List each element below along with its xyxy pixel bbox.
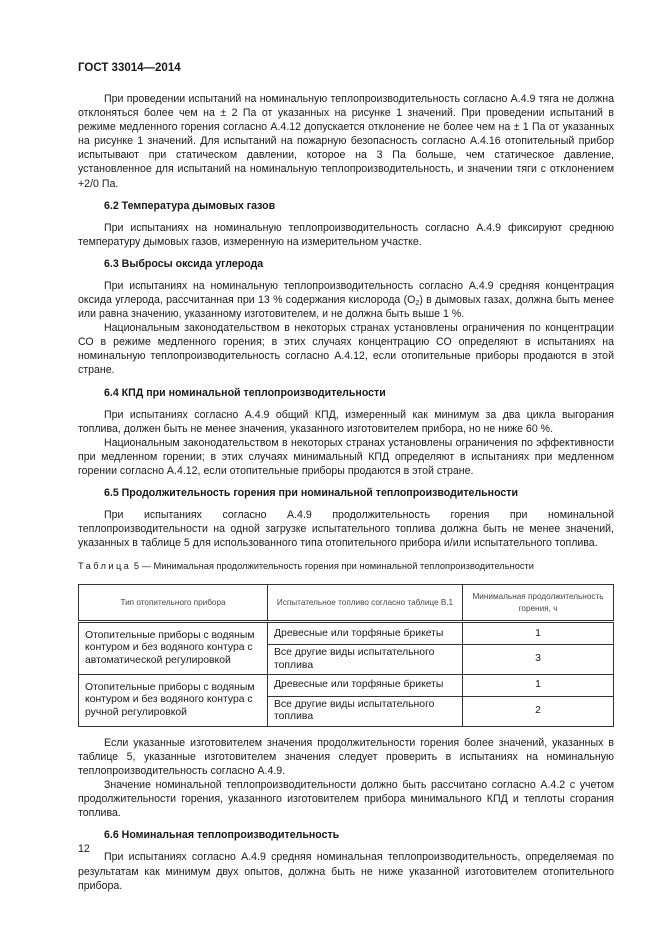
page-number: 12: [78, 843, 90, 855]
fuel-cell: Древесные или торфяные брикеты: [268, 675, 463, 697]
fuel-cell: Все другие виды испытательного топлива: [268, 697, 463, 727]
table-row: [79, 622, 614, 645]
fuel-cell: Все другие виды испытательного топлива: [268, 645, 463, 675]
section-6-3-paragraph-1: При испытаниях на номинальную теплопроизводительность согласно А.4.9 средняя концентрация оксида углерода, рассчитанная при 13 % содержания кислорода $(O_2)$ в дымовых газах, должна быть менее или равна значению, указанному изготовителем, и не должна быть выше 1 %.: [78, 279, 614, 321]
section-6-4-paragraph-1: При испытаниях согласно А.4.9 общий КПД, измеренный как минимум за два цикла выгорания топлива, должен быть не менее значения, указанного изготовителем прибора, но не ниже 60 %.: [78, 408, 614, 435]
fuel-cell: Древесные или торфяные брикеты: [268, 622, 463, 645]
document-header: ГОСТ 33014—2014: [78, 62, 181, 74]
section-6-2-paragraph: При испытаниях на номинальную теплопроизводительность согласно А.4.9 фиксируют среднюю температуру дымовых газов, измеренную на измерительном участке.: [78, 221, 614, 248]
section-6-6-heading: 6.6 Номинальная теплопроизводительность: [104, 829, 340, 842]
column-header-hours: Минимальная продолжительность горения, ч: [463, 585, 614, 622]
section-6-6-paragraph: При испытаниях согласно А.4.9 средняя номинальная теплопроизводительность, определяемая по результатам как минимум двух опытов, должна быть не ниже указанной изготовителем отопительного прибора.: [78, 851, 614, 892]
section-6-5-paragraph-3: Значение номинальной теплопроизводительности должно быть рассчитано согласно А.4.2 с учетом продолжительности горения, указанного изготовителем прибора минимального КПД и теплоты сгорания топлива.: [78, 779, 614, 820]
table-5: [78, 584, 614, 727]
column-header-fuel: Испытательное топливо согласно таблице В.1: [268, 585, 463, 622]
section-6-5-paragraph-2: Если указанные изготовителем значения продолжительности горения более значений, указанных в таблице 5, указанные изготовителем значения следует проверить в испытаниях на номинальную теплопроизводительность согласно А.4.9.: [78, 736, 614, 778]
section-6-4-heading: 6.4 КПД при номинальной теплопроизводительности: [104, 386, 386, 399]
table-header-row: [79, 585, 614, 622]
column-header-type: Тип отопительного прибора: [79, 585, 268, 622]
section-6-5-paragraph-1: При испытаниях согласно А.4.9 продолжительность горения при номинальной теплопроизводительности на одной загрузке испытательного топлива должна быть не менее значений, указанных в таблице 5 для использованного типа отопительного прибора и/или испытательного топлива.: [78, 508, 614, 550]
section-6-2-heading: 6.2 Температура дымовых газов: [104, 199, 276, 212]
intro-paragraph: При проведении испытаний на номинальную теплопроизводительность согласно А.4.9 тяга не должна отклоняться более чем на ± 2 Па от указанных на рисунке 1 значений. При проведении испытаний в режиме медленного горения согласно А.4.12 допускается отклонение не более чем на ± 1 Па от указанных на рисунке 1 значений. Для испытаний на пожарную безопасность согласно А.4.16 отопительный прибор испытывают при статическом давлении, которое на 3 Па больше, чем статическое давление, установленное для испытаний на номинальную теплопроизводительность, и значении тяги с отклонением +2/0 Па.: [78, 93, 614, 190]
table-row: [79, 675, 614, 697]
table-5-caption: Таблица 5 — Минимальная продолжительность горения при номинальной теплопроизводительности: [78, 561, 534, 572]
section-6-3-paragraph-2: Национальным законодательством в некоторых странах установлены ограничения по концентрации СО в режиме медленного горения; в этих случаях концентрацию СО определяют в испытаниях на номинальную теплопроизводительность согласно А.4.12, если отопительные приборы продаются в этой стране.: [78, 322, 614, 377]
hours-cell: 1: [463, 675, 614, 697]
device-type-cell: Отопительные приборы с водяным контуром и без водяного контура с ручной регулировкой: [79, 675, 268, 727]
section-6-5-heading: 6.5 Продолжительность горения при номинальной теплопроизводительности: [104, 486, 519, 499]
device-type-cell: Отопительные приборы с водяным контуром и без водяного контура с автоматической регулировкой: [79, 622, 268, 675]
hours-cell: 1: [463, 622, 614, 645]
section-6-4-paragraph-2: Национальным законодательством в некоторых странах установлены ограничения по эффективности при медленном горении; в этих случаях минимальный КПД определяют в испытаниях при медленном горении согласно А.4.12, если отопительные приборы продаются в этой стране.: [78, 436, 614, 477]
document-body: [78, 92, 614, 893]
hours-cell: 2: [463, 697, 614, 727]
section-6-3-heading: 6.3 Выбросы оксида углерода: [104, 257, 264, 270]
hours-cell: 3: [463, 645, 614, 675]
